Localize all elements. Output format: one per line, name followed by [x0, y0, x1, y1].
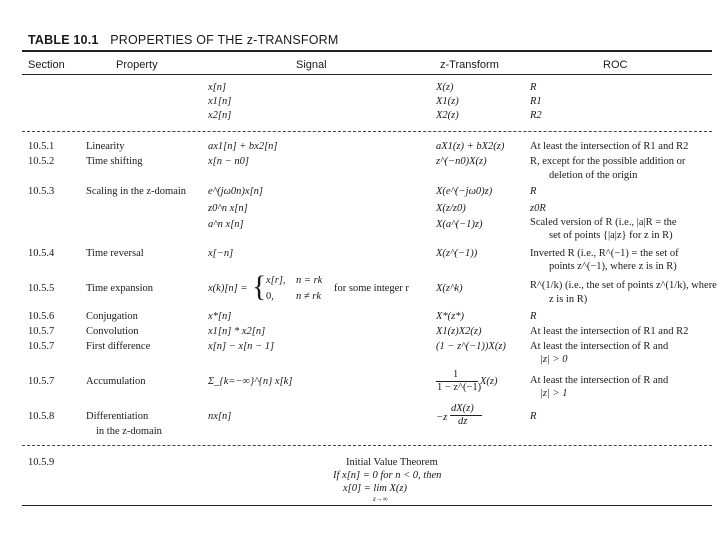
signal-conjugation: x*[n] — [208, 311, 232, 322]
roc-reversal: Inverted R (i.e., R^(−1) = the set of — [530, 248, 679, 259]
transform-accumulation-tail: X(z) — [480, 376, 498, 387]
section-scaling: 10.5.3 — [28, 186, 55, 197]
signal-expansion-case1: x[r], — [266, 275, 286, 286]
signal-expansion-cond2: n ≠ rk — [296, 291, 322, 302]
roc-scaling-2-cont: set of points {|a|z} for z in R) — [549, 230, 673, 241]
ivt-limit: z→∞ — [373, 495, 388, 503]
transform-differentiation-lead: −z — [436, 412, 448, 423]
transform-accumulation-den: 1 − z^(−1) — [437, 382, 482, 393]
table-caption — [28, 33, 339, 47]
transform-differentiation-den: dz — [458, 416, 468, 427]
property-convolution: Convolution — [86, 326, 139, 337]
basis-roc-1: R1 — [530, 96, 542, 107]
top-rule — [22, 50, 712, 52]
roc-scaling-2: Scaled version of R (i.e., |a|R = the — [530, 217, 677, 228]
transform-expansion: X(z^k) — [436, 283, 463, 294]
signal-convolution: x1[n] * x2[n] — [208, 326, 266, 337]
transform-scaling-1: X(z/z0) — [436, 203, 466, 214]
signal-scaling-1: z0^n x[n] — [208, 203, 248, 214]
table-title: PROPERTIES OF THE z-TRANSFORM — [110, 33, 339, 47]
header-section: Section — [28, 59, 65, 71]
property-time-shift: Time shifting — [86, 156, 143, 167]
signal-expansion-lhs: x(k)[n] = — [208, 283, 248, 294]
basis-signal-2: x2[n] — [208, 110, 232, 121]
roc-scaling-1: z0R — [530, 203, 546, 214]
signal-differentiation: nx[n] — [208, 411, 232, 422]
roc-difference: At least the intersection of R and — [530, 341, 669, 352]
roc-time-shift: R, except for the possible addition or — [530, 156, 686, 167]
transform-time-shift: z^(−n0)X(z) — [436, 156, 487, 167]
roc-expansion-2: z is in R) — [549, 294, 588, 305]
roc-accumulation-2: |z| > 1 — [540, 388, 568, 399]
roc-time-shift-2: deletion of the origin — [549, 170, 638, 181]
ivt-line2: x[0] = lim X(z) — [343, 483, 407, 494]
header-signal: Signal — [296, 59, 327, 71]
section-time-shift: 10.5.2 — [28, 156, 55, 167]
ivt-line1: If x[n] = 0 for n < 0, then — [333, 470, 442, 481]
basis-roc-0: R — [530, 82, 537, 93]
transform-scaling-2: X(a^(−1)z) — [436, 219, 483, 230]
transform-linearity: aX1(z) + bX2(z) — [436, 141, 505, 152]
signal-scaling-2: a^n x[n] — [208, 219, 244, 230]
table-number: TABLE 10.1 — [28, 33, 99, 47]
ivt-title: Initial Value Theorem — [346, 457, 438, 468]
basis-roc-2: R2 — [530, 110, 542, 121]
property-accumulation: Accumulation — [86, 376, 146, 387]
roc-differentiation: R — [530, 411, 537, 422]
section-conjugation: 10.5.6 — [28, 311, 55, 322]
separator-2 — [22, 445, 712, 446]
roc-reversal-2: points z^(−1), where z is in R) — [549, 261, 677, 272]
signal-expansion-tail: for some integer r — [334, 283, 409, 294]
roc-convolution: At least the intersection of R1 and R2 — [530, 326, 689, 337]
property-conjugation: Conjugation — [86, 311, 138, 322]
roc-difference-2: |z| > 0 — [540, 354, 568, 365]
section-reversal: 10.5.4 — [28, 248, 55, 259]
roc-scaling-0: R — [530, 186, 537, 197]
section-ivt: 10.5.9 — [28, 457, 55, 468]
roc-linearity: At least the intersection of R1 and R2 — [530, 141, 689, 152]
property-reversal: Time reversal — [86, 248, 144, 259]
signal-expansion-cond1: n = rk — [296, 275, 323, 286]
transform-difference: (1 − z^(−1))X(z) — [436, 341, 506, 352]
transform-scaling-0: X(e^(−jω0)z) — [436, 186, 493, 197]
header-rule — [22, 74, 712, 75]
property-differentiation: Differentiation — [86, 411, 149, 422]
signal-time-shift: x[n − n0] — [208, 156, 249, 167]
signal-linearity: ax1[n] + bx2[n] — [208, 141, 278, 152]
property-expansion: Time expansion — [86, 283, 153, 294]
basis-transform-0: X(z) — [436, 82, 454, 93]
header-transform: z-Transform — [440, 59, 499, 71]
section-linearity: 10.5.1 — [28, 141, 55, 152]
transform-accumulation-num: 1 — [453, 369, 459, 380]
header-property: Property — [116, 59, 158, 71]
property-linearity: Linearity — [86, 141, 125, 152]
property-differentiation-2: in the z-domain — [96, 426, 162, 437]
transform-conjugation: X*(z*) — [436, 311, 464, 322]
section-differentiation: 10.5.8 — [28, 411, 55, 422]
signal-scaling-0: e^(jω0n)x[n] — [208, 186, 263, 197]
section-convolution: 10.5.7 — [28, 326, 55, 337]
property-scaling: Scaling in the z-domain — [86, 186, 187, 197]
separator-1 — [22, 131, 712, 132]
roc-expansion: R^(1/k) (i.e., the set of points z^(1/k), where — [530, 280, 717, 291]
signal-difference: x[n] − x[n − 1] — [208, 341, 275, 352]
section-difference: 10.5.7 — [28, 341, 55, 352]
section-expansion: 10.5.5 — [28, 283, 55, 294]
signal-expansion-case2: 0, — [266, 291, 274, 302]
roc-conjugation: R — [530, 311, 537, 322]
transform-convolution: X1(z)X2(z) — [436, 326, 482, 337]
brace-symbol: { — [252, 270, 267, 303]
basis-transform-1: X1(z) — [436, 96, 459, 107]
basis-signal-1: x1[n] — [208, 96, 232, 107]
property-difference: First difference — [86, 341, 151, 352]
basis-signal-0: x[n] — [208, 82, 227, 93]
transform-reversal: X(z^(−1)) — [436, 248, 478, 259]
basis-transform-2: X2(z) — [436, 110, 459, 121]
signal-accumulation: Σ_{k=−∞}^{n} x[k] — [208, 376, 293, 387]
header-roc: ROC — [603, 59, 628, 71]
transform-differentiation-num: dX(z) — [451, 403, 474, 414]
roc-accumulation: At least the intersection of R and — [530, 375, 669, 386]
signal-reversal: x[−n] — [208, 248, 234, 259]
bottom-rule — [22, 505, 712, 506]
section-accumulation: 10.5.7 — [28, 376, 55, 387]
